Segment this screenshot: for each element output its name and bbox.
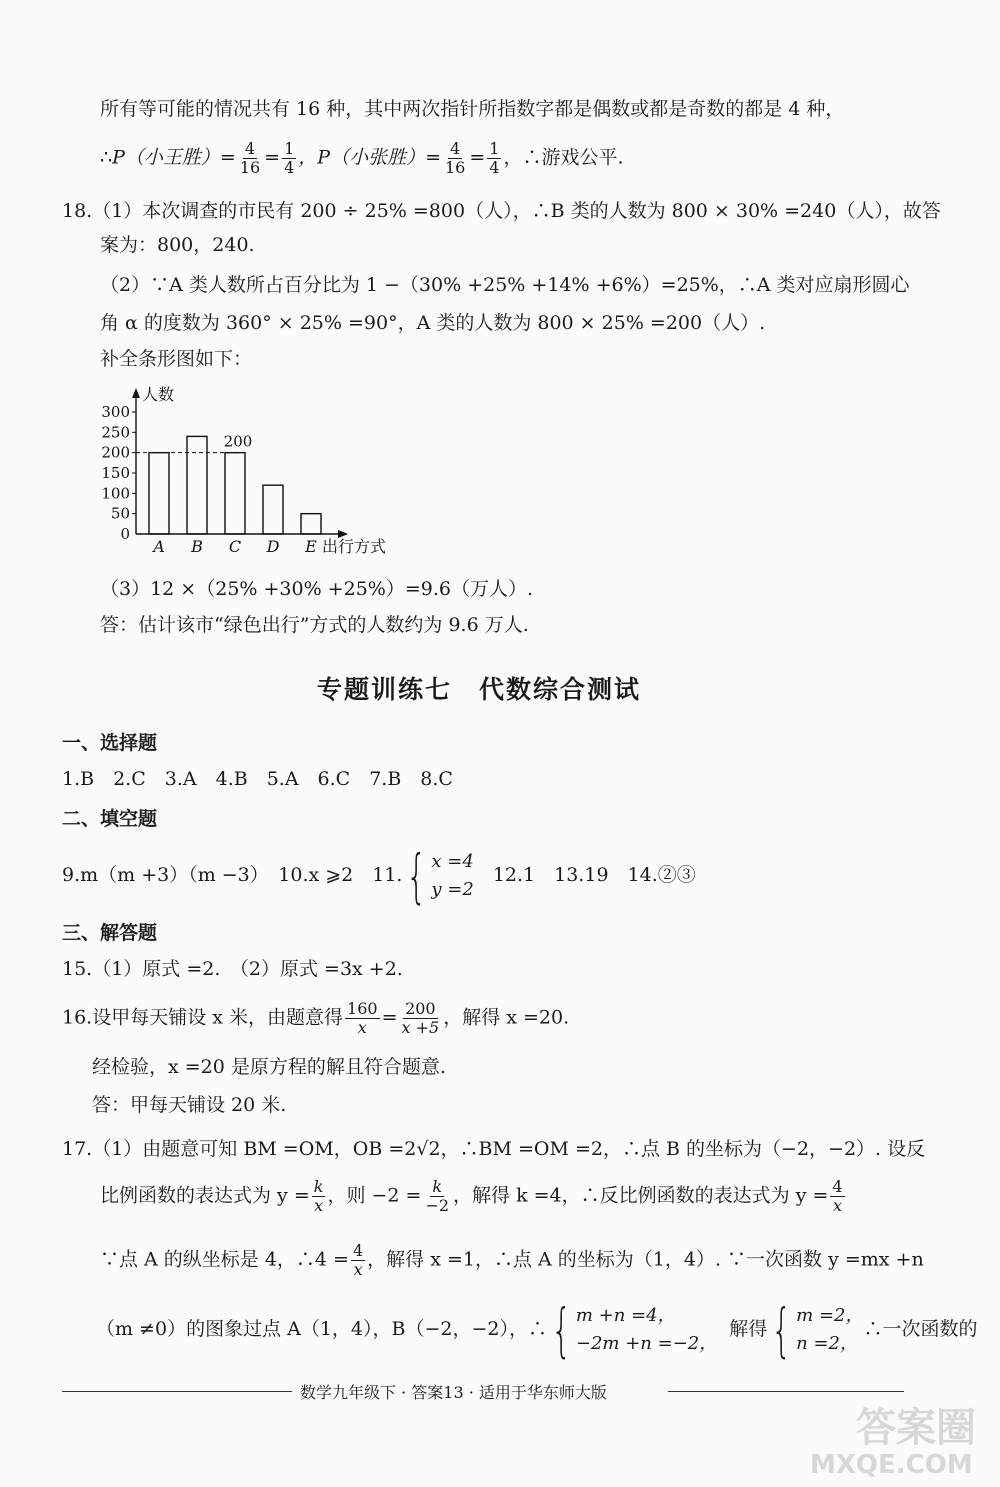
heading-solve: 三、解答题	[62, 922, 158, 944]
q18-line-4: 角 α 的度数为 360° × 25% =90°，A 类的人数为 800 × 25% =200（人）.	[100, 312, 766, 334]
x-tick-label: C	[228, 537, 242, 556]
x-tick-label: D	[266, 537, 280, 556]
q18-line-6: （3）12 ×（25% +30% +25%）=9.6（万人）.	[100, 578, 534, 600]
y-tick-label: 50	[110, 504, 130, 523]
q17-text: ，解得 x =1，∴点 A 的坐标为（1，4）. ∵一次函数 y =mx +n	[367, 1248, 924, 1271]
p-xiaozhang: ，P（小张胜）=	[298, 146, 441, 169]
text-line: 所有等可能的情况共有 16 种，其中两次指针所指数字都是偶数或都是奇数的都是 4 种，	[100, 98, 845, 120]
bar-A	[149, 453, 169, 534]
x-tick-label: A	[153, 537, 165, 556]
fraction: $\frac{160}{x}$	[347, 999, 378, 1037]
bar-E	[301, 514, 321, 534]
y-axis-arrow	[132, 388, 140, 398]
q18-line-1: 18.（1）本次调查的市民有 200 ÷ 25% =800（人），∴B 类的人数为 800 × 30% =240（人），故答	[62, 200, 941, 222]
left-brace-icon: {	[406, 842, 428, 910]
equals: =	[264, 146, 281, 169]
q17-text: ，则 −2 =	[327, 1184, 422, 1207]
q18-line-7: 答：估计该市“绿色出行”方式的人数约为 9.6 万人.	[100, 614, 529, 636]
conclusion: ，∴游戏公平.	[503, 146, 624, 169]
q16-text: 16.设甲每天铺设 x 米，由题意得	[62, 1006, 344, 1029]
fraction: $\frac{k}{-2}$	[425, 1177, 450, 1215]
equals: =	[469, 146, 486, 169]
fraction: $\frac{1}{4}$	[284, 139, 295, 177]
fraction: $\frac{4}{x}$	[352, 1241, 364, 1279]
q17-text: （m ≠0）的图象过点 A（1，4），B（−2，−2），∴	[96, 1318, 547, 1340]
y-tick-label: 100	[101, 484, 130, 503]
q17-line-2	[100, 1178, 847, 1215]
heading-choice: 一、选择题	[62, 732, 158, 754]
fill-answers-a: 9.m（m +3）（m −3） 10.x ⩾2 11.	[62, 864, 403, 886]
bar-B	[187, 436, 207, 534]
watermark-logo: 答案圈	[856, 1405, 976, 1451]
choice-answers: 1.B 2.C 3.A 4.B 5.A 6.C 7.B 8.C	[62, 768, 453, 790]
q16-line-2: 经检验，x =20 是原方程的解且符合题意.	[92, 1056, 446, 1078]
fraction: $\frac{4}{x}$	[832, 1177, 843, 1215]
bar-annotation: 200	[223, 432, 253, 451]
equals: =	[381, 1006, 398, 1029]
y-axis-label: 人数	[142, 385, 175, 404]
footer-rule-right	[668, 1391, 904, 1392]
probability-line	[100, 140, 624, 177]
footer-rule-left	[62, 1391, 292, 1392]
q17-line-3	[100, 1242, 924, 1279]
section-title: 专题训练七 代数综合测试	[317, 675, 642, 704]
q17-text: 比例函数的表达式为 y =	[100, 1184, 310, 1207]
equation-system: m +n =4， −2m +n =−2，	[575, 1305, 718, 1354]
y-tick-label: 0	[120, 525, 130, 543]
heading-fill: 二、填空题	[62, 808, 158, 830]
q16-line-3: 答：甲每天铺设 20 米.	[92, 1094, 287, 1116]
q17-text: 解得	[729, 1318, 768, 1340]
q17-text: ∵点 A 的纵坐标是 4，∴4 =	[100, 1248, 349, 1271]
fill-answers	[62, 842, 696, 910]
therefore-symbol: ∴	[100, 146, 113, 169]
x-tick-label: B	[191, 537, 203, 556]
q17-text: ∴一次函数的	[863, 1318, 978, 1340]
equation-system: x =4 y =2	[431, 851, 474, 900]
q17-line-1: 17.（1）由题意可知 BM =OM，OB =2√2，∴BM =OM =2，∴点 B 的坐标为（−2，−2）. 设反	[62, 1138, 926, 1160]
left-brace-icon: {	[771, 1296, 792, 1364]
footer-text: 数学九年级下 · 答案13 · 适用于华东师大版	[300, 1383, 607, 1402]
fraction: $\frac{4}{16}$	[445, 139, 466, 177]
q18-line-5: 补全条形图如下：	[100, 348, 253, 370]
q18-line-2: 案为：800，240.	[100, 234, 255, 256]
watermark-url: MXQE.COM	[810, 1450, 973, 1480]
y-tick-label: 250	[101, 423, 130, 442]
fraction: $\frac{1}{4}$	[489, 139, 500, 177]
y-tick-label: 300	[101, 403, 130, 421]
equation-system: m =2， n =2，	[796, 1305, 864, 1354]
fraction: $\frac{k}{x}$	[313, 1177, 324, 1215]
bar-D	[263, 485, 283, 534]
p-xiaowang: P（小王胜）=	[112, 146, 236, 169]
q17-text: ，解得 k =4，∴反比例函数的表达式为 y =	[453, 1184, 829, 1207]
fill-answers-b: 12.1 13.19 14.②③	[473, 864, 696, 886]
x-axis-label: 出行方式	[322, 537, 387, 556]
y-tick-label: 200	[101, 443, 130, 462]
q16-solution: ，解得 x =20.	[443, 1006, 570, 1029]
q15: 15.（1）原式 =2. （2）原式 =3x +2.	[62, 958, 403, 980]
left-brace-icon: {	[551, 1296, 572, 1364]
bar-chart	[90, 378, 410, 558]
x-tick-label: E	[305, 537, 317, 556]
q16-line-1	[62, 1000, 569, 1037]
y-tick-label: 150	[101, 464, 130, 482]
q18-line-3: （2）∵A 类人数所占百分比为 1 −（30% +25% +14% +6%）=25%，∴A 类对应扇形圆心	[100, 274, 910, 296]
fraction: $\frac{200}{x +5}$	[401, 999, 440, 1037]
bar-C	[225, 453, 245, 534]
q17-line-4	[96, 1296, 978, 1364]
fraction: $\frac{4}{16}$	[239, 139, 261, 177]
